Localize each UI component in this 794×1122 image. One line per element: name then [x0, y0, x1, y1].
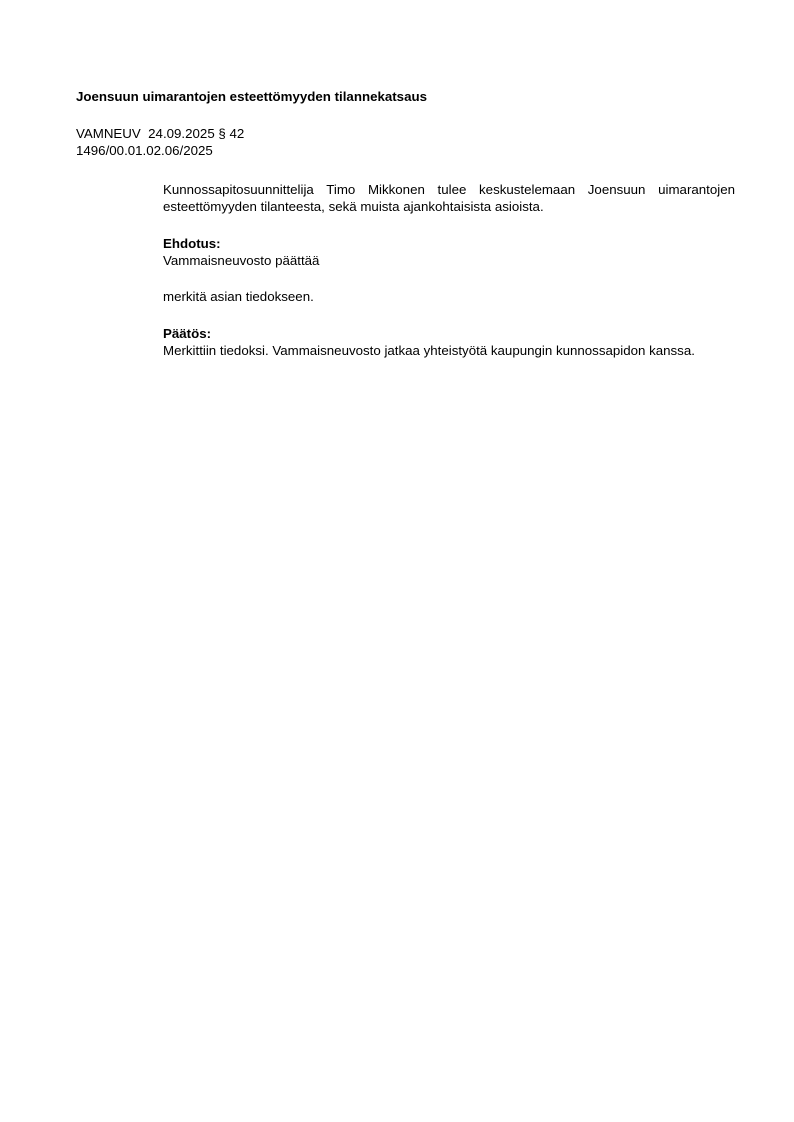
meeting-reference: VAMNEUV 24.09.2025 § 42	[76, 126, 245, 141]
decision-text: Merkittiin tiedoksi. Vammaisneuvosto jatkaa yhteistyötä kaupungin kunnossapidon kanssa.	[163, 343, 695, 358]
document-meta	[76, 125, 376, 159]
proposal-decision-text: merkitä asian tiedokseen.	[163, 289, 314, 304]
document-title: Joensuun uimarantojen esteettömyyden tilannekatsaus	[76, 89, 427, 104]
decision-heading: Päätös:	[163, 326, 212, 341]
proposal-heading: Ehdotus:	[163, 236, 221, 251]
document-body	[163, 181, 735, 359]
case-number: 1496/00.01.02.06/2025	[76, 143, 213, 158]
proposal-text: Vammaisneuvosto päättää	[163, 253, 320, 268]
intro-paragraph: Kunnossapitosuunnittelija Timo Mikkonen tulee keskustelemaan Joensuun uimarantojen esteettömyyden tilanteesta, sekä muista ajankohtaisista asioista.	[163, 182, 735, 214]
